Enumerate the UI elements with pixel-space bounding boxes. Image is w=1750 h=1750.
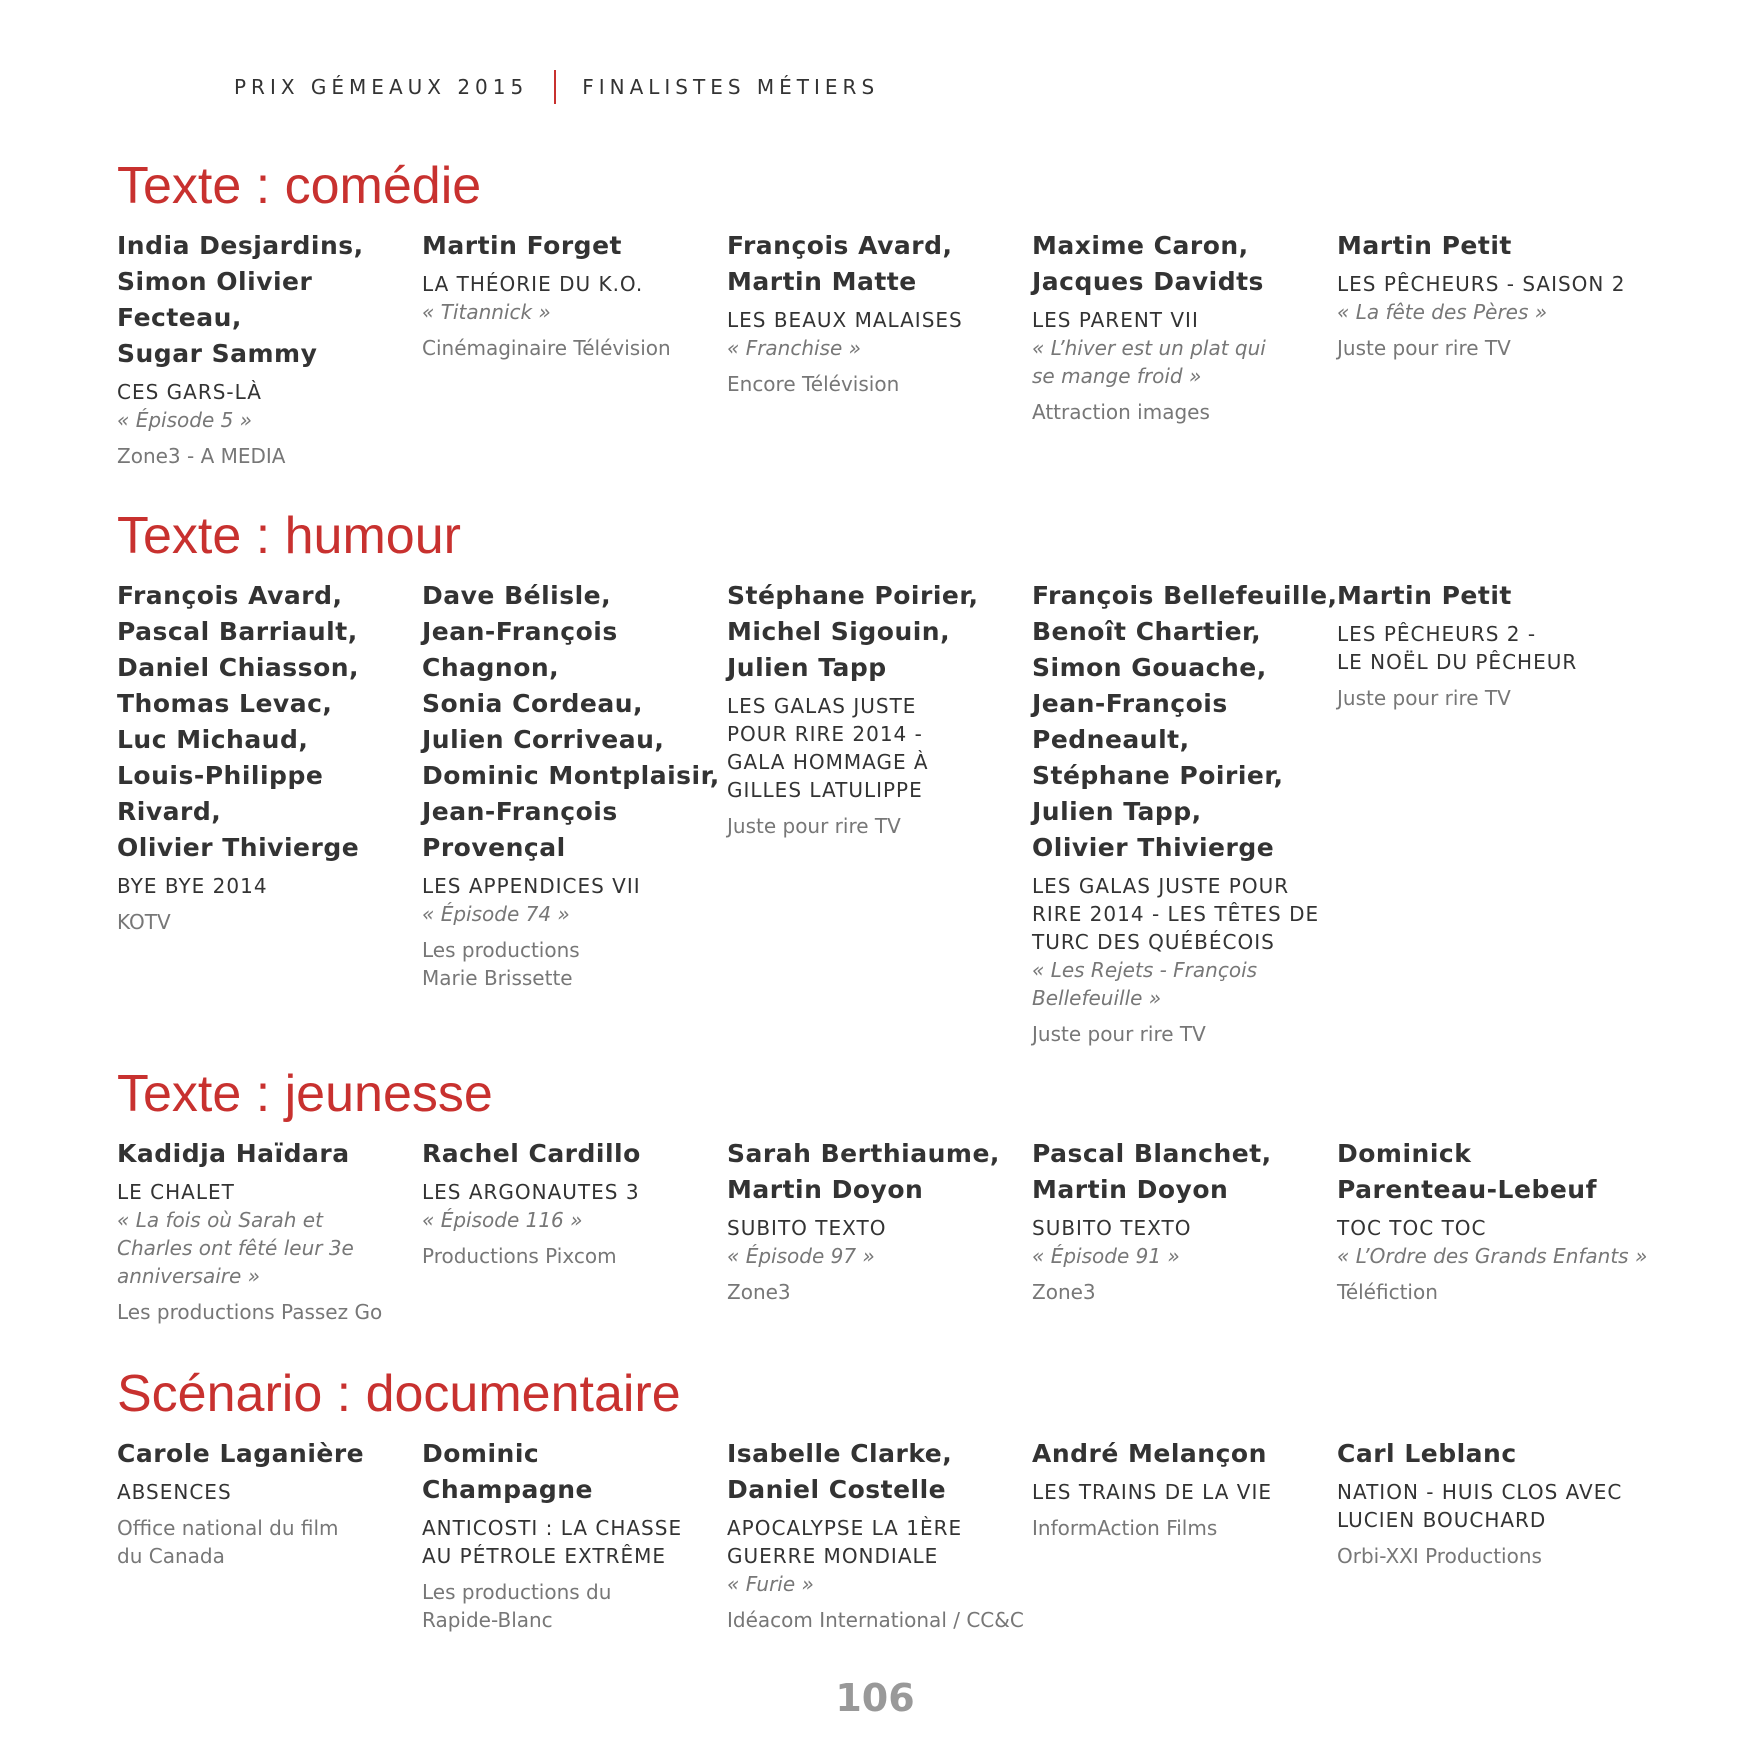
finalist-names [117, 1436, 407, 1472]
finalist-names [727, 578, 1017, 686]
episode-title [1032, 956, 1322, 1012]
production-company-line: Les productions du [422, 1580, 612, 1604]
show-title-line: LE CHALET [117, 1180, 235, 1204]
show-title-line: LES GALAS JUSTE [727, 694, 917, 718]
finalist-names-line: Martin Doyon [727, 1175, 924, 1204]
finalist-names-line: Julien Corriveau, [422, 725, 665, 754]
show-title-line: SUBITO TEXTO [727, 1216, 887, 1240]
production-company [117, 1514, 407, 1570]
show-title [117, 872, 407, 900]
production-company-line: Juste pour rire TV [1032, 1022, 1206, 1046]
finalist-names [727, 1136, 1017, 1208]
production-company [727, 1606, 1024, 1634]
finalist-entry [422, 1436, 712, 1634]
finalist-entry [727, 1136, 1017, 1306]
production-company [117, 908, 407, 936]
show-title-line: LA THÉORIE DU K.O. [422, 272, 644, 296]
finalist-names-line: India Desjardins, [117, 231, 364, 260]
production-company-line: Office national du film [117, 1516, 339, 1540]
episode-title-line: « Épisode 97 » [727, 1244, 875, 1268]
finalist-names-line: Dominick [1337, 1139, 1472, 1168]
show-title [727, 1214, 1017, 1242]
finalist-entry [1337, 578, 1627, 712]
finalist-entry [422, 578, 720, 992]
finalist-names-line: Julien Tapp, [1032, 797, 1202, 826]
finalist-names [422, 228, 712, 264]
production-company [1337, 334, 1627, 362]
finalist-entry [117, 1136, 407, 1326]
production-company-line: Juste pour rire TV [727, 814, 901, 838]
finalist-names-line: Rivard, [117, 797, 222, 826]
episode-title-line: anniversaire » [117, 1264, 260, 1288]
finalist-entry [422, 228, 712, 362]
production-company-line: Téléfiction [1337, 1280, 1438, 1304]
finalist-names [1337, 1136, 1627, 1208]
finalist-entry [1337, 228, 1627, 362]
show-title-line: LES APPENDICES VII [422, 874, 641, 898]
show-title [1032, 1214, 1322, 1242]
production-company-line: Zone3 [727, 1280, 791, 1304]
finalist-names-line: François Avard, [727, 231, 953, 260]
show-title-line: APOCALYPSE LA 1ÈRE [727, 1516, 963, 1540]
episode-title-line: « L’Ordre des Grands Enfants » [1337, 1244, 1648, 1268]
show-title-line: POUR RIRE 2014 - [727, 722, 923, 746]
episode-title [422, 1206, 712, 1234]
finalist-names-line: Stéphane Poirier, [1032, 761, 1284, 790]
production-company-line: Rapide-Blanc [422, 1608, 553, 1632]
finalist-names [1032, 1136, 1322, 1208]
show-title [1337, 270, 1627, 298]
show-title-line: TOC TOC TOC [1337, 1216, 1487, 1240]
show-title-line: LE NOËL DU PÊCHEUR [1337, 650, 1578, 674]
production-company [727, 1278, 1017, 1306]
show-title-line: RIRE 2014 - LES TÊTES DE [1032, 902, 1320, 926]
show-title-line: LES GALAS JUSTE POUR [1032, 874, 1290, 898]
finalist-names [727, 1436, 1017, 1508]
finalist-entry [1337, 1136, 1648, 1306]
show-title-line: LES PÊCHEURS - SAISON 2 [1337, 272, 1626, 296]
header-separator [554, 70, 556, 104]
show-title-line: LES ARGONAUTES 3 [422, 1180, 640, 1204]
show-title [117, 378, 407, 406]
show-title-line: GALA HOMMAGE À [727, 750, 929, 774]
finalist-names-line: Jean-François [1032, 689, 1228, 718]
finalist-names-line: Sarah Berthiaume, [727, 1139, 1000, 1168]
finalist-names [1032, 1436, 1322, 1472]
finalist-entry [117, 578, 407, 936]
show-title-line: ABSENCES [117, 1480, 232, 1504]
header-right: FINALISTES MÉTIERS [582, 75, 880, 99]
show-title-line: SUBITO TEXTO [1032, 1216, 1192, 1240]
show-title-line: CES GARS-LÀ [117, 380, 262, 404]
finalist-names-line: Sugar Sammy [117, 339, 318, 368]
finalist-names-line: Jacques Davidts [1032, 267, 1264, 296]
episode-title-line: « Épisode 74 » [422, 902, 570, 926]
finalist-names-line: Pedneault, [1032, 725, 1190, 754]
finalist-names-line: François Avard, [117, 581, 343, 610]
show-title-line: LES BEAUX MALAISES [727, 308, 963, 332]
production-company-line: Encore Télévision [727, 372, 900, 396]
production-company [727, 812, 1017, 840]
finalist-names [727, 228, 1017, 300]
episode-title [1032, 334, 1322, 390]
show-title-line: LES TRAINS DE LA VIE [1032, 1480, 1272, 1504]
production-company [422, 1578, 712, 1634]
production-company [1337, 1542, 1627, 1570]
finalist-names-line: Provençal [422, 833, 566, 862]
production-company-line: Les productions [422, 938, 580, 962]
production-company [422, 936, 712, 992]
header-left: PRIX GÉMEAUX 2015 [234, 75, 529, 99]
finalist-names-line: Daniel Chiasson, [117, 653, 360, 682]
episode-title-line: « Franchise » [727, 336, 862, 360]
show-title-line: LES PARENT VII [1032, 308, 1199, 332]
finalist-names-line: Maxime Caron, [1032, 231, 1249, 260]
finalist-names-line: Martin Matte [727, 267, 917, 296]
production-company [727, 370, 1017, 398]
finalist-entry [117, 1436, 407, 1570]
finalist-entry [1032, 1136, 1322, 1306]
production-company-line: Juste pour rire TV [1337, 686, 1511, 710]
finalist-names-line: Dominic [422, 1439, 540, 1468]
finalist-entry [117, 228, 407, 470]
episode-title-line: « Épisode 116 » [422, 1208, 583, 1232]
finalist-names-line: Thomas Levac, [117, 689, 333, 718]
show-title [1337, 620, 1627, 676]
finalist-names-line: Dominic Montplaisir, [422, 761, 720, 790]
finalist-names [1032, 228, 1322, 300]
finalist-entry [1337, 1436, 1627, 1570]
finalist-names-line: Parenteau-Lebeuf [1337, 1175, 1597, 1204]
finalist-names-line: Champagne [422, 1475, 593, 1504]
running-header [234, 70, 879, 104]
finalist-names-line: Luc Michaud, [117, 725, 309, 754]
finalist-names-line: Jean-François [422, 617, 618, 646]
episode-title-line: « Furie » [727, 1572, 814, 1596]
finalist-names [1337, 1436, 1627, 1472]
finalist-entry [727, 578, 1017, 840]
show-title [117, 1478, 407, 1506]
episode-title-line: « L’hiver est un plat qui [1032, 336, 1266, 360]
finalist-names-line: Olivier Thivierge [117, 833, 360, 862]
finalist-names-line: Isabelle Clarke, [727, 1439, 953, 1468]
production-company-line: Zone3 - A MEDIA [117, 444, 286, 468]
production-company [1337, 1278, 1627, 1306]
episode-title-line: « Épisode 5 » [117, 408, 253, 432]
finalist-names-line: Carole Laganière [117, 1439, 365, 1468]
finalist-names [422, 1136, 712, 1172]
show-title-line: ANTICOSTI : LA CHASSE [422, 1516, 683, 1540]
section-title: Texte : comédie [117, 157, 482, 215]
show-title [1337, 1214, 1627, 1242]
episode-title [422, 900, 712, 928]
episode-title [727, 334, 1017, 362]
episode-title [1032, 1242, 1322, 1270]
episode-title [117, 1206, 407, 1290]
production-company [117, 1298, 407, 1326]
show-title-line: GUERRE MONDIALE [727, 1544, 939, 1568]
show-title [1032, 1478, 1322, 1506]
production-company-line: Productions Pixcom [422, 1244, 617, 1268]
episode-title [422, 298, 712, 326]
episode-title-line: « Titannick » [422, 300, 551, 324]
production-company [1032, 1514, 1322, 1542]
finalist-entry [1032, 228, 1322, 426]
show-title [422, 872, 712, 900]
production-company-line: Cinémaginaire Télévision [422, 336, 671, 360]
finalist-names-line: Olivier Thivierge [1032, 833, 1275, 862]
finalist-names-line: Sonia Cordeau, [422, 689, 643, 718]
finalist-names [117, 1136, 407, 1172]
finalist-names-line: Pascal Barriault, [117, 617, 358, 646]
finalist-names-line: Daniel Costelle [727, 1475, 947, 1504]
show-title [727, 306, 1017, 334]
episode-title [117, 406, 407, 434]
episode-title-line: se mange froid » [1032, 364, 1202, 388]
finalist-names-line: Benoît Chartier, [1032, 617, 1262, 646]
finalist-names-line: Martin Petit [1337, 581, 1512, 610]
show-title [422, 1178, 712, 1206]
show-title [727, 692, 1017, 804]
production-company-line: du Canada [117, 1544, 225, 1568]
show-title-line: LES PÊCHEURS 2 - [1337, 622, 1537, 646]
show-title [1032, 872, 1322, 956]
finalist-names-line: Martin Forget [422, 231, 622, 260]
production-company [422, 334, 712, 362]
show-title-line: AU PÉTROLE EXTRÊME [422, 1544, 666, 1568]
finalist-names [117, 228, 407, 372]
episode-title-line: « La fois où Sarah et [117, 1208, 323, 1232]
production-company [117, 442, 407, 470]
finalist-names [1032, 578, 1338, 866]
finalist-names [117, 578, 407, 866]
finalist-entry [1032, 1436, 1322, 1542]
production-company-line: Orbi-XXI Productions [1337, 1544, 1542, 1568]
production-company-line: InformAction Films [1032, 1516, 1218, 1540]
episode-title-line: « La fête des Pères » [1337, 300, 1548, 324]
production-company-line: Zone3 [1032, 1280, 1096, 1304]
production-company-line: Idéacom International / CC&C [727, 1608, 1024, 1632]
production-company [1032, 1020, 1322, 1048]
finalist-names-line: Simon Gouache, [1032, 653, 1267, 682]
finalist-names-line: Julien Tapp [727, 653, 887, 682]
finalist-names-line: Michel Sigouin, [727, 617, 951, 646]
show-title [117, 1178, 407, 1206]
finalist-names-line: Kadidja Haïdara [117, 1139, 350, 1168]
finalist-entry [727, 228, 1017, 398]
finalist-names-line: Martin Petit [1337, 231, 1512, 260]
episode-title [727, 1570, 1017, 1598]
show-title [1337, 1478, 1627, 1534]
production-company-line: Juste pour rire TV [1337, 336, 1511, 360]
production-company [1337, 684, 1627, 712]
section-title: Texte : humour [117, 507, 461, 565]
finalist-entry [422, 1136, 712, 1270]
finalist-names [1337, 228, 1627, 264]
episode-title [1337, 1242, 1648, 1270]
finalist-entry [727, 1436, 1024, 1634]
show-title-line: LUCIEN BOUCHARD [1337, 1508, 1547, 1532]
show-title [727, 1514, 1017, 1570]
page-number: 106 [835, 1676, 915, 1720]
finalist-names-line: Martin Doyon [1032, 1175, 1229, 1204]
finalist-names [1337, 578, 1627, 614]
finalist-names-line: Rachel Cardillo [422, 1139, 641, 1168]
section-title: Texte : jeunesse [117, 1065, 493, 1123]
show-title-line: TURC DES QUÉBÉCOIS [1032, 930, 1275, 954]
finalist-names-line: Stéphane Poirier, [727, 581, 979, 610]
finalist-names-line: François Bellefeuille, [1032, 581, 1338, 610]
production-company-line: Marie Brissette [422, 966, 573, 990]
episode-title [1337, 298, 1627, 326]
finalist-names-line: Carl Leblanc [1337, 1439, 1517, 1468]
episode-title-line: Bellefeuille » [1032, 986, 1162, 1010]
finalist-names [422, 578, 720, 866]
finalist-names-line: Pascal Blanchet, [1032, 1139, 1272, 1168]
section-title: Scénario : documentaire [117, 1365, 681, 1423]
finalist-names-line: Simon Olivier [117, 267, 313, 296]
finalist-names-line: Louis-Philippe [117, 761, 324, 790]
finalist-names [422, 1436, 712, 1508]
episode-title-line: « Les Rejets - François [1032, 958, 1258, 982]
production-company-line: Attraction images [1032, 400, 1210, 424]
show-title [422, 1514, 712, 1570]
finalist-names-line: Fecteau, [117, 303, 242, 332]
episode-title [727, 1242, 1017, 1270]
show-title-line: BYE BYE 2014 [117, 874, 268, 898]
production-company [422, 1242, 712, 1270]
finalist-names-line: Dave Bélisle, [422, 581, 612, 610]
finalist-entry [1032, 578, 1338, 1048]
show-title [1032, 306, 1322, 334]
show-title-line: NATION - HUIS CLOS AVEC [1337, 1480, 1623, 1504]
show-title-line: GILLES LATULIPPE [727, 778, 923, 802]
finalist-names-line: Jean-François [422, 797, 618, 826]
production-company [1032, 1278, 1322, 1306]
show-title [422, 270, 712, 298]
episode-title-line: « Épisode 91 » [1032, 1244, 1180, 1268]
production-company [1032, 398, 1322, 426]
finalist-names-line: André Melançon [1032, 1439, 1267, 1468]
production-company-line: KOTV [117, 910, 171, 934]
finalist-names-line: Chagnon, [422, 653, 560, 682]
episode-title-line: Charles ont fêté leur 3e [117, 1236, 354, 1260]
production-company-line: Les productions Passez Go [117, 1300, 383, 1324]
